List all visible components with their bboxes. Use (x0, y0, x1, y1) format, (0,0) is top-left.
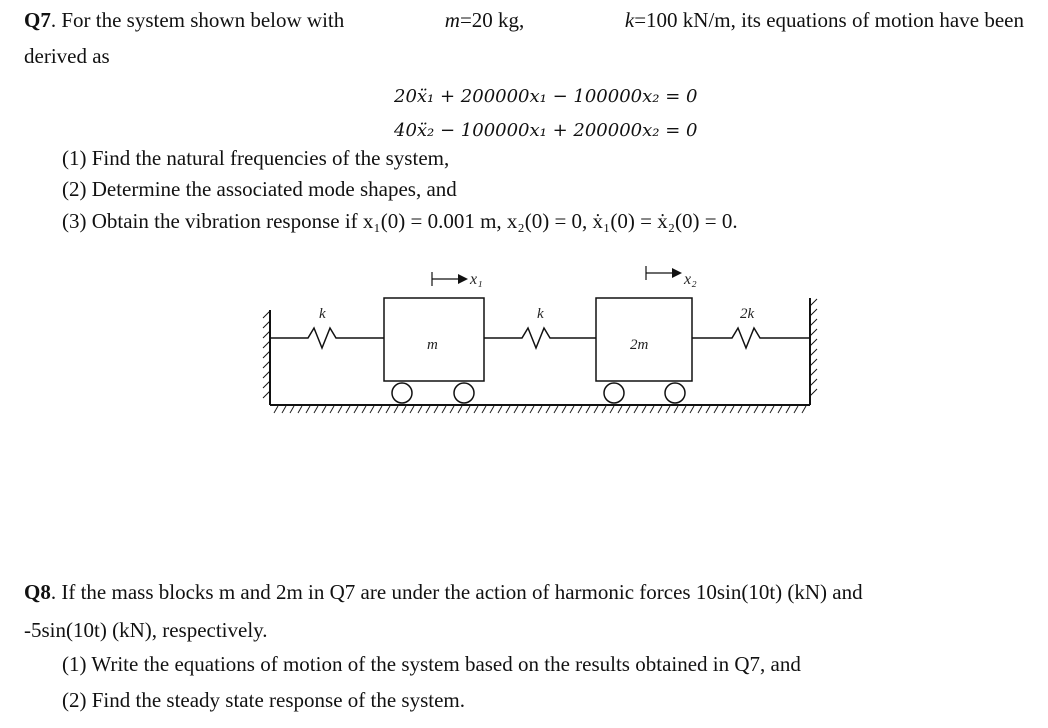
wheel-2 (454, 383, 474, 403)
left-wall (263, 310, 270, 405)
q7-k-value: =100 kN/m, its equations of motion have been (634, 8, 1024, 32)
q7-k-variable: k (624, 8, 635, 32)
q8-text-1: . If the mass blocks m and 2m in Q7 are under the action of harmonic forces 10sin(10t) (kN) and (50, 580, 863, 604)
ground (270, 405, 810, 413)
q7-item-2: (2) Determine the associated mode shapes, and (62, 177, 457, 201)
spring-2-label: k (537, 306, 544, 322)
q7-intro-line-2: derived as (24, 44, 110, 68)
x1-arrow (432, 272, 468, 286)
right-wall (810, 298, 817, 405)
q7-intro-text: . For the system shown below with (50, 8, 345, 32)
spring-1-label: k (319, 306, 326, 322)
spring-2 (484, 328, 596, 348)
equation-1: 20ẍ₁ + 200000x₁ − 100000x₂ = 0 (394, 86, 698, 107)
q8-item-1: (1) Write the equations of motion of the system based on the results obtained in Q7, and (62, 652, 801, 676)
spring-3-label: 2k (740, 306, 755, 322)
x2-arrow (646, 266, 682, 280)
wheel-4 (665, 383, 685, 403)
q8-line-1 (24, 579, 863, 605)
equation-2: 40ẍ₂ − 100000x₁ + 200000x₂ = 0 (394, 120, 698, 141)
spring-mass-diagram (262, 262, 822, 420)
spring-1 (270, 328, 384, 348)
q8-item-2: (2) Find the steady state response of the system. (62, 688, 465, 712)
x2-label: x₂ (684, 271, 697, 288)
q7-item-3: (3) Obtain the vibration response if x₁(0) = 0.001 m, x₂(0) = 0, ẋ₁(0) = ẋ₂(0) = 0. (62, 209, 738, 233)
q7-number: Q7 (24, 8, 51, 32)
q8-number: Q8 (24, 580, 51, 604)
wheel-1 (392, 383, 412, 403)
x1-label: x₁ (470, 271, 483, 288)
q7-item-1: (1) Find the natural frequencies of the system, (62, 146, 450, 170)
q7-intro-line (24, 7, 1024, 33)
q7-m-variable: m (444, 8, 460, 32)
mass-m-label: m (427, 337, 438, 353)
wheel-3 (604, 383, 624, 403)
q7-m-value: =20 kg, (459, 8, 525, 32)
q8-line-2: -5sin(10t) (kN), respectively. (24, 618, 268, 642)
spring-3 (692, 328, 810, 348)
mass-2m-label: 2m (630, 337, 649, 353)
